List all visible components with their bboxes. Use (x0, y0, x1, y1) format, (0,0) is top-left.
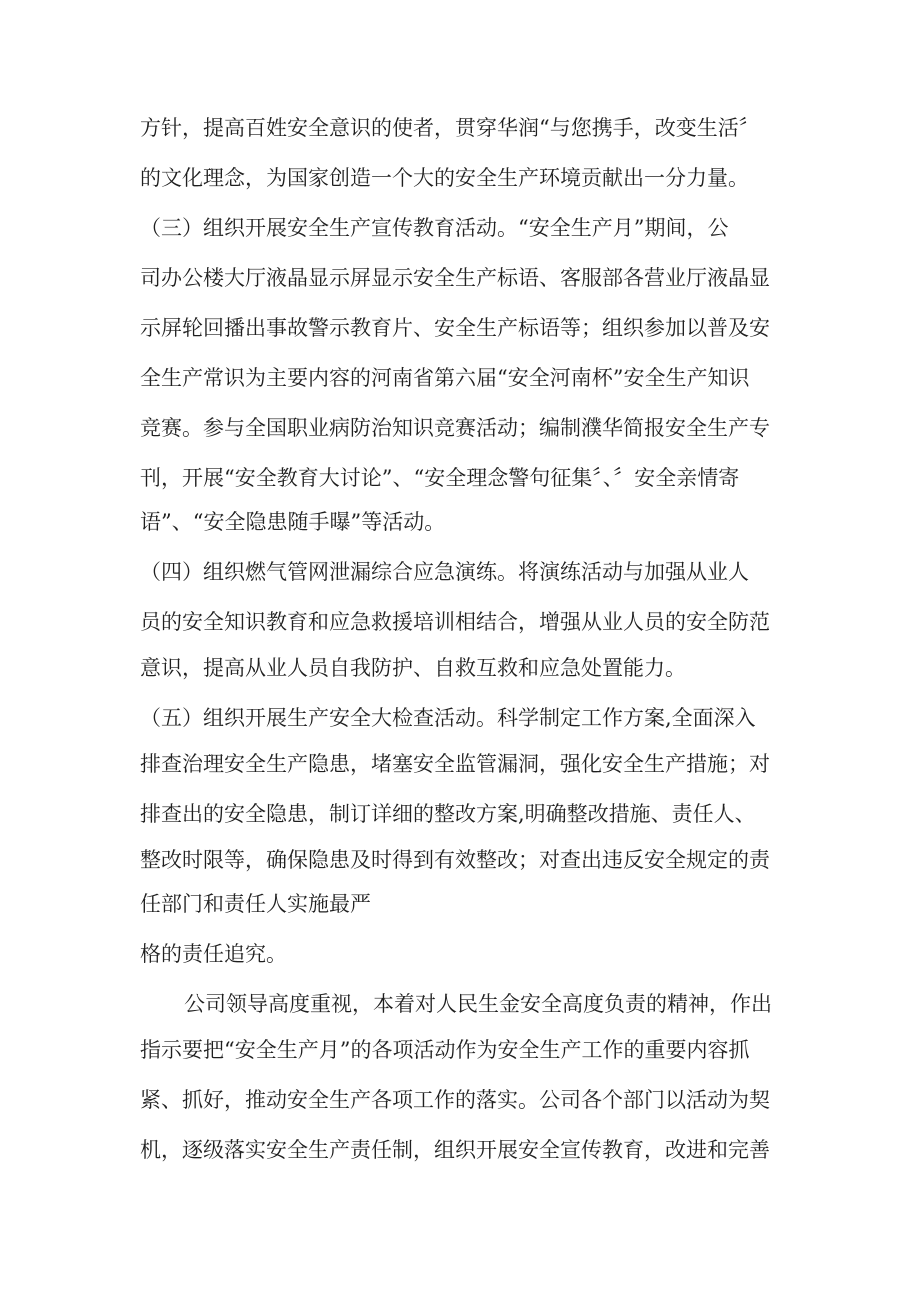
text-line: 格的责任追究。 (140, 942, 287, 966)
text-line: 员的安全知识教育和应急救援培训相结合，增强从业人员的安全防范 (140, 610, 770, 634)
text-line: 排查治理安全生产隐患，堵塞安全监管漏洞，强化安全生产措施；对 (140, 752, 770, 776)
text-line: 示屏轮回播出事故警示教育片、安全生产标语等；组织参加以普及安 (140, 316, 770, 340)
text-line: （三）组织开展安全生产宣传教育活动。“安全生产月”期间，公 (140, 216, 729, 240)
text-line: 任部门和责任人实施最严 (140, 892, 371, 916)
text-line: 方针，提高百姓安全意识的使者，贯穿华润“与您携手，改变生活〞 (140, 116, 760, 140)
text-line: 公司领导高度重视，本着对人民生金安全高度负责的精神，作出 (184, 992, 772, 1016)
text-line: 意识，提高从业人员自我防护、自救互救和应急处置能力。 (140, 656, 686, 680)
text-line: 全生产常识为主要内容的河南省第六届“安全河南杯”安全生产知识 (140, 366, 750, 390)
text-line: 语”、“安全隐患随手曝”等活动。 (140, 510, 446, 534)
text-line: 紧、抓好，推动安全生产各项工作的落实。公司各个部门以活动为契 (140, 1088, 770, 1112)
text-line: 指示要把“安全生产月”的各项活动作为安全生产工作的重要内容抓 (140, 1038, 750, 1062)
text-line: 整改时限等，确保隐患及时得到有效整改；对查出违反安全规定的责 (140, 848, 770, 872)
text-line: 排查出的安全隐患，制订详细的整改方案,明确整改措施、责任人、 (140, 802, 756, 826)
text-line: 的文化理念，为国家创造一个大的安全生产环境贡献出一分力量。 (140, 166, 749, 190)
text-line: （四）组织燃气管网泄漏综合应急演练。将演练活动与加强从业人 (140, 560, 749, 584)
text-line: 竞赛。参与全国职业病防治知识竞赛活动；编制濮华简报安全生产专 (140, 416, 770, 440)
text-line: 机，逐级落实安全生产责任制，组织开展安全宣传教育，改进和完善 (140, 1138, 770, 1162)
text-line: （五）组织开展生产安全大检查活动。科学制定工作方案,全面深入 (140, 706, 756, 730)
text-line: 刊，开展“安全教育大讨论”、“安全理念警句征集〞、〞安全亲情寄 (140, 466, 740, 490)
text-line: 司办公楼大厅液晶显示屏显示安全生产标语、客服部各营业厅液晶显 (140, 266, 770, 290)
